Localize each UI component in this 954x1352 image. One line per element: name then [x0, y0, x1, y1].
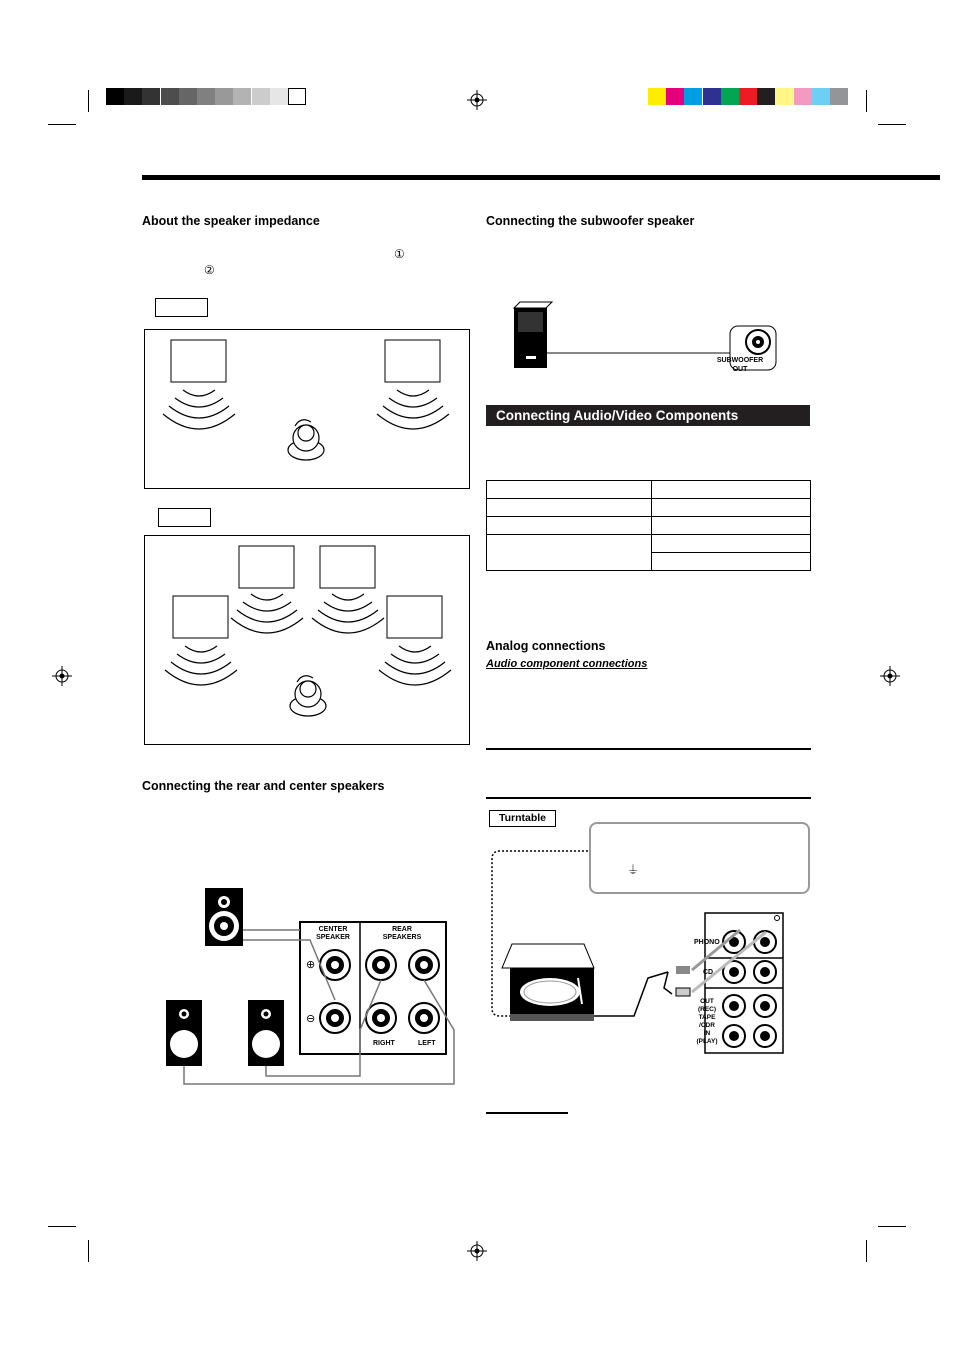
calibration-swatch: [721, 88, 739, 105]
diagram-tag-2: [158, 508, 211, 527]
note-underline: [486, 1112, 568, 1114]
analog-subheading: Audio component connections: [486, 658, 648, 670]
calibration-swatch: [739, 88, 757, 105]
registration-target-icon: [467, 1241, 487, 1261]
center-speaker-label: CENTER SPEAKER: [316, 926, 350, 941]
right-terminal-label: RIGHT: [373, 1040, 395, 1047]
calibration-swatch: [179, 88, 197, 105]
crop-mark: [88, 90, 89, 112]
registration-target-icon: [52, 666, 72, 686]
calibration-swatch: [288, 88, 306, 105]
circled-number-1: ①: [394, 247, 405, 261]
crop-mark: [48, 1226, 76, 1227]
speaker-layout-diagram-2: [144, 535, 470, 745]
calibration-swatch: [161, 88, 179, 105]
analog-heading: Analog connections: [486, 639, 606, 653]
impedance-heading: About the speaker impedance: [142, 214, 320, 228]
subwoofer-out-label: SUBWOOFER OUT: [716, 357, 764, 373]
turntable-icon: [502, 944, 594, 1021]
calibration-swatch: [233, 88, 251, 105]
listener-icon: [290, 676, 326, 716]
subwoofer-icon: [514, 302, 552, 368]
calibration-swatch: [648, 88, 666, 105]
calibration-swatch: [830, 88, 848, 105]
turntable-tag: Turntable: [489, 810, 556, 827]
crop-mark: [878, 1226, 906, 1227]
rear-speakers-label: REAR SPEAKERS: [382, 926, 422, 941]
crop-mark: [866, 90, 867, 112]
calibration-swatch: [684, 88, 702, 105]
calibration-swatch: [666, 88, 684, 105]
tape-label: OUT (REC) TAPE /CDR IN (PLAY): [696, 998, 718, 1045]
calibration-swatch: [124, 88, 142, 105]
calibration-swatch: [703, 88, 721, 105]
diagram-tag-1: [155, 298, 208, 317]
subwoofer-heading: Connecting the subwoofer speaker: [486, 214, 695, 228]
speaker-layout-illustration: [145, 330, 469, 488]
plus-symbol: ⊕: [306, 959, 316, 971]
registration-target-icon: [467, 90, 487, 110]
calibration-swatch: [812, 88, 830, 105]
calibration-swatch: [197, 88, 215, 105]
circled-number-2: ②: [204, 263, 215, 277]
rear-center-wiring-diagram: [160, 880, 460, 1090]
rear-speaker-left-icon: [248, 1000, 284, 1066]
rca-plug-icon: [676, 966, 690, 996]
calibration-swatch: [757, 88, 775, 105]
rear-center-heading: Connecting the rear and center speakers: [142, 779, 385, 793]
calibration-swatch: [106, 88, 124, 105]
calibration-swatch: [794, 88, 812, 105]
calibration-swatch: [215, 88, 233, 105]
divider-line: [486, 797, 811, 799]
cd-label: CD: [703, 969, 714, 976]
ground-symbol: ⏚: [627, 863, 640, 877]
center-speaker-icon: [205, 888, 243, 946]
listener-icon: [288, 420, 324, 460]
speaker-layout-diagram-1: [144, 329, 470, 489]
header-rule: [142, 175, 940, 180]
calibration-swatch: [775, 88, 793, 105]
calibration-swatch: [270, 88, 288, 105]
component-table: [486, 480, 811, 571]
crop-mark: [866, 1240, 867, 1262]
calibration-swatch: [252, 88, 270, 105]
divider-line: [486, 748, 811, 750]
speaker-layout-illustration: [145, 536, 469, 744]
phono-label: PHONO: [694, 939, 720, 946]
left-terminal-label: LEFT: [418, 1040, 436, 1047]
crop-mark: [48, 124, 76, 125]
crop-mark: [88, 1240, 89, 1262]
minus-symbol: ⊖: [306, 1013, 316, 1025]
registration-target-icon: [880, 666, 900, 686]
rear-speaker-right-icon: [166, 1000, 202, 1066]
crop-mark: [878, 124, 906, 125]
turntable-connection-diagram: [488, 848, 788, 1058]
calibration-swatch: [142, 88, 160, 105]
section-banner: Connecting Audio/Video Components: [486, 405, 810, 426]
